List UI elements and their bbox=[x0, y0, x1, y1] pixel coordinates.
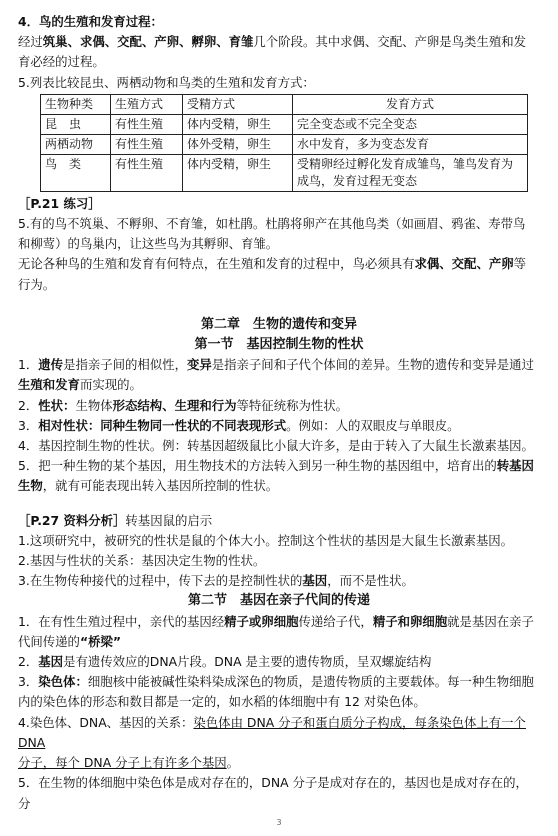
s2-item-4-cont bbox=[18, 753, 540, 773]
table-row bbox=[41, 134, 528, 154]
table-cell: 体内受精，卵生 bbox=[183, 154, 293, 191]
bold-text: ［P.27 资料分析］ bbox=[18, 512, 126, 528]
text: ，就有可能表现出转入基因所控制的性状。 bbox=[42, 478, 279, 494]
table-header-cell: 生殖方式 bbox=[111, 94, 183, 114]
table-header-row bbox=[41, 94, 528, 114]
table-header-cell: 发育方式 bbox=[293, 94, 528, 114]
bold-text: 性状： bbox=[38, 397, 76, 413]
table-cell: 体内受精，卵生 bbox=[183, 114, 293, 134]
bold-text: 筑巢、求偶、交配、产卵、孵卵、育雏 bbox=[42, 34, 254, 50]
bold-text: 转基因 bbox=[496, 458, 534, 474]
bold-text: 基因 bbox=[302, 573, 328, 589]
bold-text: 生殖和发育 bbox=[18, 377, 80, 393]
comparison-table bbox=[40, 94, 528, 192]
table-header-cell: 受精方式 bbox=[183, 94, 293, 114]
s2-item-2 bbox=[18, 652, 540, 672]
bold-text: 变异 bbox=[186, 357, 212, 373]
text: 5.列表比较昆虫、两栖动物和鸟类的生殖和发育方式： bbox=[18, 74, 315, 90]
bold-text: 精子或卵细胞 bbox=[224, 613, 299, 629]
s2-item-3 bbox=[18, 672, 540, 692]
text: 4．鸟的生殖和发育过程： bbox=[18, 14, 163, 29]
text: 几个阶段。其中求偶、交配、产卵是鸟类生殖和发 bbox=[253, 34, 527, 50]
text: 经过 bbox=[18, 34, 43, 50]
table-row bbox=[41, 114, 528, 134]
text: 和柳莺）的鸟巢内，让这些鸟为其孵卵、育雏。 bbox=[18, 236, 279, 252]
document-page bbox=[18, 12, 540, 814]
table-header-cell: 生物种类 bbox=[41, 94, 111, 114]
table-cell: 完全变态或不完全变态 bbox=[293, 114, 528, 134]
text: 是有遗传效应的DNA片段。DNA 是主要的遗传物质，呈双螺旋结构 bbox=[63, 654, 432, 670]
text: 1.这项研究中，被研究的性状是鼠的个体大小。控制这个性状的基因是大鼠生长激素基因。 bbox=[18, 532, 514, 548]
text: 3.在生物传种接代的过程中，传下去的是控制性状的 bbox=[18, 573, 303, 589]
text: 生物体 bbox=[75, 397, 113, 413]
text: 是指亲子间的相似性， bbox=[63, 357, 187, 373]
bold-text: 精子和卵细胞 bbox=[372, 613, 448, 629]
table-cell: 昆 虫 bbox=[41, 114, 111, 134]
section-1-title: 第一节 基因控制生物的性状 bbox=[194, 337, 364, 353]
section-2-title: 第二节 基因在亲子代间的传递 bbox=[187, 593, 370, 609]
bold-text: 相对性状：同种生物同一性状的不同表现形式 bbox=[38, 417, 287, 433]
text: 5.有的鸟不筑巢、不孵卵、不育雏，如杜鹃。杜鹃将卵产在其他鸟类（如画眉、鸦雀、寿带鸟 bbox=[18, 216, 526, 232]
p21-line-2 bbox=[18, 234, 540, 254]
underlined-text: 染色体由 DNA 分子和蛋白质分子构成，每条染色体上有一个 DNA bbox=[18, 714, 526, 750]
bold-text: 形态结构、生理和行为 bbox=[112, 397, 237, 413]
text: 行为。 bbox=[18, 276, 56, 292]
bold-text: “桥梁” bbox=[79, 633, 122, 649]
p27-heading bbox=[18, 511, 540, 531]
bold-text: 基因 bbox=[38, 654, 64, 670]
p21-line-1 bbox=[18, 214, 540, 234]
s2-item-1 bbox=[18, 612, 540, 632]
text: 4.染色体、DNA、基因的关系： bbox=[18, 714, 194, 730]
s1-item-5-cont bbox=[18, 476, 540, 496]
bold-text: 遗传 bbox=[38, 357, 64, 373]
text: 传递给子代， bbox=[298, 613, 373, 629]
s2-item-3-cont bbox=[18, 692, 540, 712]
spacer bbox=[18, 497, 540, 511]
text: 是指亲子间和子代个体间的差异。生物的遗传和变异是通过 bbox=[211, 357, 534, 373]
s2-item-5 bbox=[18, 773, 540, 813]
line-bird-reproduction-heading bbox=[18, 12, 540, 32]
text: 。例如：人的双眼皮与单眼皮。 bbox=[286, 417, 460, 433]
text: 无论各种鸟的生殖和发育有何特点，在生殖和发育的过程中，鸟必须具有 bbox=[18, 256, 415, 272]
text: 5．在生物的体细胞中染色体是成对存在的，DNA 分子是成对存在的，基因也是成对存在的，分 bbox=[18, 775, 528, 811]
text: 内的染色体的形态和数目都是一定的，如水稻的体细胞中有 12 对染色体。 bbox=[18, 694, 426, 710]
text: 1．在有性生殖过程中，亲代的基因经 bbox=[18, 613, 225, 629]
underlined-text: 分子，每个 DNA 分子上有许多个基因 bbox=[18, 755, 227, 771]
table-row bbox=[41, 154, 528, 191]
s1-item-4 bbox=[18, 436, 540, 456]
bold-text: 求偶、交配、产卵 bbox=[414, 256, 514, 272]
text: 3． bbox=[18, 674, 39, 690]
table-cell: 有性生殖 bbox=[111, 114, 183, 134]
text: 2． bbox=[18, 397, 39, 413]
text: 而实现的。 bbox=[79, 377, 142, 393]
text: 代间传递的 bbox=[18, 633, 80, 649]
s1-item-1-cont bbox=[18, 375, 540, 395]
text: 4．基因控制生物的性状。例：转基因超级鼠比小鼠大许多，是由于转入了大鼠生长激素基因。 bbox=[18, 438, 534, 454]
p27-line-1 bbox=[18, 531, 540, 551]
table-cell: 受精卵经过孵化发育成雏鸟，雏鸟发育为成鸟，发育过程无变态 bbox=[293, 154, 528, 191]
p27-line-3 bbox=[18, 571, 540, 591]
s1-item-5 bbox=[18, 456, 540, 476]
table-cell: 有性生殖 bbox=[111, 134, 183, 154]
table-cell: 鸟 类 bbox=[41, 154, 111, 191]
s1-item-2 bbox=[18, 396, 540, 416]
s2-item-1-cont bbox=[18, 632, 540, 652]
text: 2.基因与性状的关系：基因决定生物的性状。 bbox=[18, 553, 266, 569]
p27-line-2 bbox=[18, 551, 540, 571]
table-cell: 体外受精，卵生 bbox=[183, 134, 293, 154]
text: 就是基因在亲子 bbox=[447, 613, 534, 629]
table-cell: 有性生殖 bbox=[111, 154, 183, 191]
text: ，而不是性状。 bbox=[327, 573, 414, 589]
p21-line-4 bbox=[18, 275, 540, 295]
text: 1． bbox=[18, 357, 39, 373]
text: 5．把一种生物的某个基因，用生物技术的方法转入到另一种生物的基因组中，培育出的 bbox=[18, 458, 497, 474]
text: 等 bbox=[513, 256, 527, 272]
s1-item-1 bbox=[18, 355, 540, 375]
line-table-intro bbox=[18, 73, 540, 93]
line-bird-stages-cont bbox=[18, 52, 540, 72]
text: 等特征统称为性状。 bbox=[236, 397, 349, 413]
text: 细胞核中能被碱性染料染成深色的物质，是遗传物质的主要载体。每一种生物细胞 bbox=[87, 674, 534, 690]
line-bird-stages bbox=[18, 32, 540, 52]
text: ［P.21 练习］ bbox=[18, 195, 101, 211]
p21-line-3 bbox=[18, 254, 540, 274]
chapter-title: 第二章 生物的遗传和变异 bbox=[200, 316, 357, 332]
p21-heading bbox=[18, 194, 540, 214]
text: 转基因鼠的启示 bbox=[125, 512, 213, 528]
table-cell: 水中发育，多为变态发育 bbox=[293, 134, 528, 154]
text: 。 bbox=[226, 755, 240, 771]
s2-item-4 bbox=[18, 713, 540, 753]
page-number: 3 bbox=[276, 818, 282, 827]
table-cell: 两栖动物 bbox=[41, 134, 111, 154]
bold-text: 染色体： bbox=[38, 674, 88, 690]
s1-item-3 bbox=[18, 416, 540, 436]
text: 2． bbox=[18, 654, 39, 670]
bold-text: 生物 bbox=[18, 478, 43, 494]
text: 育必经的过程。 bbox=[18, 54, 105, 70]
text: 3． bbox=[18, 417, 39, 433]
